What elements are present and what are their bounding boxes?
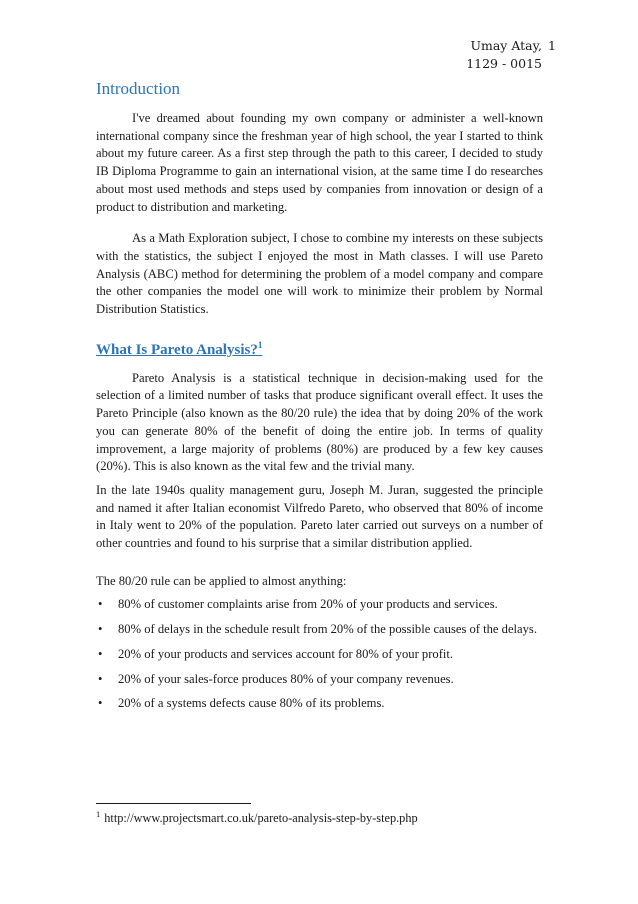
page-content — [96, 78, 543, 720]
list-item-text: 80% of delays in the schedule result from 20% of the possible causes of the delays. — [118, 622, 537, 637]
candidate-number: 1129 - 0015 — [466, 56, 542, 71]
list-item-text: 20% of a systems defects cause 80% of its problems. — [118, 696, 385, 711]
bullet-icon: • — [98, 646, 103, 661]
bullet-icon: • — [98, 597, 103, 612]
list-item — [96, 671, 543, 689]
footnote-link[interactable]: http://www.projectsmart.co.uk/pareto-analysis-step-by-step.php — [104, 811, 418, 825]
pareto-paragraph-2: In the late 1940s quality management guru, Joseph M. Juran, suggested the principle and named it after Italian economist Vilfredo Pareto, who observed that 80% of income in Italy went to 20% of the population. Pareto later carried out surveys on a number of other countries and found to his surprise that a similar distribution applied. — [96, 482, 543, 551]
page-number: 1 — [548, 38, 556, 53]
author-name: Umay Atay, — [470, 38, 542, 53]
introduction-heading: Introduction — [96, 79, 181, 98]
bullet-icon: • — [98, 696, 103, 711]
footnote — [96, 810, 418, 826]
footnote-marker: 1 — [96, 808, 101, 819]
bullet-icon: • — [98, 622, 103, 637]
list-item-text: 80% of customer complaints arise from 20% of your products and services. — [118, 597, 498, 612]
pareto-heading — [96, 339, 543, 361]
list-item — [96, 695, 543, 713]
footnote-reference[interactable]: 1 — [257, 339, 263, 350]
footnote-separator — [96, 803, 251, 804]
intro-paragraph-1: I've dreamed about founding my own company or administer a well-known international company since the freshman year of high school, the year I started to think about my future career. As a first step through the path to this career, I decided to study IB Diploma Programme to gain an international vision, at the same time I do researches about most used methods and steps used by companies from innovation or design of a product to distribution and marketing. — [96, 111, 543, 214]
pareto-heading-text: What Is Pareto Analysis? — [96, 341, 258, 358]
list-item — [96, 621, 543, 639]
bullet-icon: • — [98, 671, 103, 686]
list-item — [96, 596, 543, 614]
list-intro: The 80/20 rule can be applied to almost anything: — [96, 573, 347, 588]
list-item-text: 20% of your products and services account for 80% of your profit. — [118, 646, 454, 661]
list-item-text: 20% of your sales-force produces 80% of your company revenues. — [118, 671, 454, 686]
pareto-paragraph-1: Pareto Analysis is a statistical technique in decision-making used for the selection of a limited number of tasks that produce significant overall effect. It uses the Pareto Principle (also known as the 80/20 rule) the idea that by doing 20% of the work you can generate 80% of the benefit of doing the entire job. In terms of quality improvement, a large majority of problems (80%) are produced by a few key causes (20%). This is also known as the vital few and the trivial many. — [96, 370, 543, 474]
rule-examples-list — [96, 596, 543, 713]
list-item — [96, 646, 543, 664]
page-header — [402, 37, 556, 73]
intro-paragraph-2: As a Math Exploration subject, I chose to combine my interests on these subjects with the statistics, the subject I enjoyed the most in Math classes. I will use Pareto Analysis (ABC) method for determining the problem of a model company and compare the other companies the model one will work to minimize their problem by Normal Distribution Statistics. — [96, 231, 543, 317]
